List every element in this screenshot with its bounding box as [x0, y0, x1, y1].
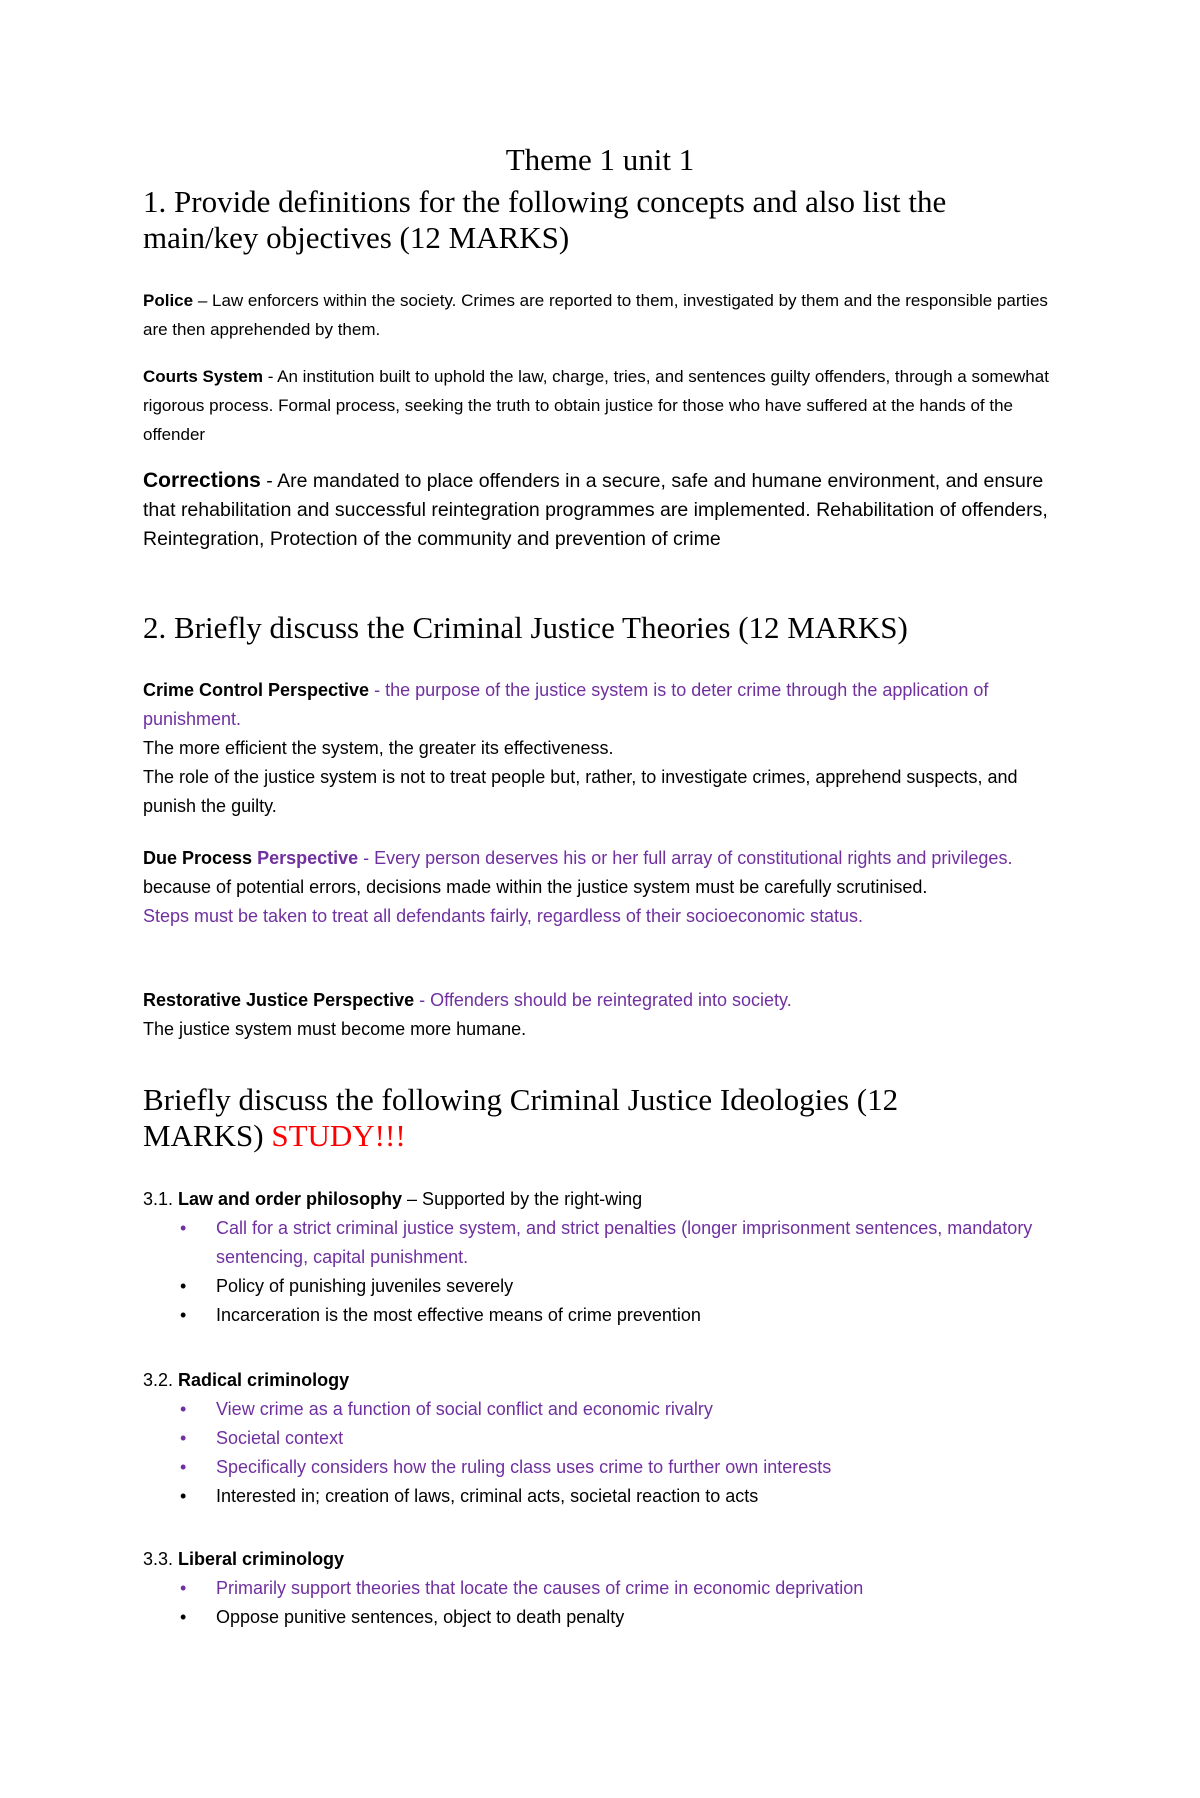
police-term: Police: [143, 291, 194, 310]
corrections-text: - Are mandated to place offenders in a secure, safe and humane environment, and ensure that rehabilitation and successful reintegration programmes are implemented. Rehabilitation of offenders, Reintegration, Protection of the community and prevention of crime: [143, 470, 1048, 550]
list-item: • Call for a strict criminal justice system, and strict penalties (longer imprisonment sentences, mandatory sentencing, capital punishment.: [172, 1214, 1052, 1272]
bullet-icon: •: [180, 1276, 187, 1296]
list-item: • Societal context: [172, 1424, 1052, 1453]
crime-control-line-1: [143, 676, 1063, 734]
list-item: • Oppose punitive sentences, object to death penalty: [172, 1603, 1052, 1632]
bullet-icon: •: [180, 1428, 187, 1448]
bullet-icon: •: [180, 1607, 187, 1627]
liberal-term: Liberal criminology: [178, 1549, 345, 1569]
due-process-purple-line: Steps must be taken to treat all defendants fairly, regardless of their socioeconomic status.: [143, 906, 864, 926]
restorative-justice-perspective: [143, 986, 1063, 1044]
radical-number: 3.2.: [143, 1370, 179, 1390]
question-3-heading-text: Briefly discuss the following Criminal Justice Ideologies (12 MARKS): [143, 1082, 899, 1153]
crime-control-perspective: [143, 676, 1063, 821]
courts-definition: [143, 362, 1063, 449]
law-order-heading: [143, 1185, 1043, 1214]
list-item: • Incarceration is the most effective means of crime prevention: [172, 1301, 1052, 1330]
list-item: • Interested in; creation of laws, criminal acts, societal reaction to acts: [172, 1482, 1052, 1511]
radical-term: Radical criminology: [178, 1370, 350, 1390]
question-2-heading: 2. Briefly discuss the Criminal Justice Theories (12 MARKS): [143, 610, 908, 645]
corrections-term: Corrections: [143, 469, 261, 492]
study-alert: STUDY!!!: [263, 1118, 406, 1153]
due-process-term-purple: Perspective: [257, 848, 359, 868]
courts-term: Courts System: [143, 367, 263, 386]
due-process-term: Due Process: [143, 848, 258, 868]
law-order-number: 3.1.: [143, 1189, 179, 1209]
question-1-heading: 1. Provide definitions for the following concepts and also list the main/key objectives (12 MARKS): [143, 184, 947, 255]
bullet-icon: •: [180, 1486, 187, 1506]
radical-heading: [143, 1366, 1043, 1395]
liberal-list: [172, 1574, 1052, 1632]
law-order-text: – Supported by the right-wing: [402, 1189, 643, 1209]
crime-control-line-2: The more efficient the system, the greater its effectiveness.: [143, 738, 614, 758]
corrections-definition: [143, 466, 1063, 554]
due-process-black-text: because of potential errors, decisions made within the justice system must be carefully scrutinised.: [143, 877, 928, 897]
page-title: Theme 1 unit 1: [505, 142, 695, 177]
due-process-perspective: [143, 844, 1063, 931]
list-item: • Primarily support theories that locate the causes of crime in economic deprivation: [172, 1574, 1052, 1603]
bullet-icon: •: [180, 1399, 187, 1419]
bullet-icon: •: [180, 1578, 187, 1598]
crime-control-purple-text: - the purpose of the justice system is to deter crime through the application of punishment.: [143, 680, 989, 729]
question-3-heading: [143, 1082, 1023, 1154]
restorative-line-2: The justice system must become more humane.: [143, 1019, 527, 1039]
due-process-purple-text: - Every person deserves his or her full array of constitutional rights and privileges.: [358, 848, 1013, 868]
restorative-line-1: [143, 986, 1063, 1015]
list-item: • Policy of punishing juveniles severely: [172, 1272, 1052, 1301]
list-item: • View crime as a function of social conflict and economic rivalry: [172, 1395, 1052, 1424]
police-text: – Law enforcers within the society. Crimes are reported to them, investigated by them and the responsible parties are then apprehended by them.: [143, 291, 1048, 339]
courts-text: - An institution built to uphold the law, charge, tries, and sentences guilty offenders, through a somewhat rigorous process. Formal process, seeking the truth to obtain justice for those who have suffered at the hands of the offender: [143, 367, 1049, 444]
law-order-list: [172, 1214, 1052, 1330]
due-process-main: [143, 844, 1063, 902]
crime-control-line-3: The role of the justice system is not to treat people but, rather, to investigate crimes, apprehend suspects, and punish the guilty.: [143, 767, 1018, 816]
liberal-number: 3.3.: [143, 1549, 179, 1569]
bullet-icon: •: [180, 1457, 187, 1477]
police-definition: [143, 286, 1063, 344]
bullet-icon: •: [180, 1218, 187, 1238]
restorative-purple-text: - Offenders should be reintegrated into society.: [414, 990, 792, 1010]
radical-list: [172, 1395, 1052, 1511]
restorative-term: Restorative Justice Perspective: [143, 990, 415, 1010]
liberal-heading: [143, 1545, 1043, 1574]
crime-control-term: Crime Control Perspective: [143, 680, 370, 700]
bullet-icon: •: [180, 1305, 187, 1325]
list-item: • Specifically considers how the ruling class uses crime to further own interests: [172, 1453, 1052, 1482]
law-order-term: Law and order philosophy: [178, 1189, 403, 1209]
